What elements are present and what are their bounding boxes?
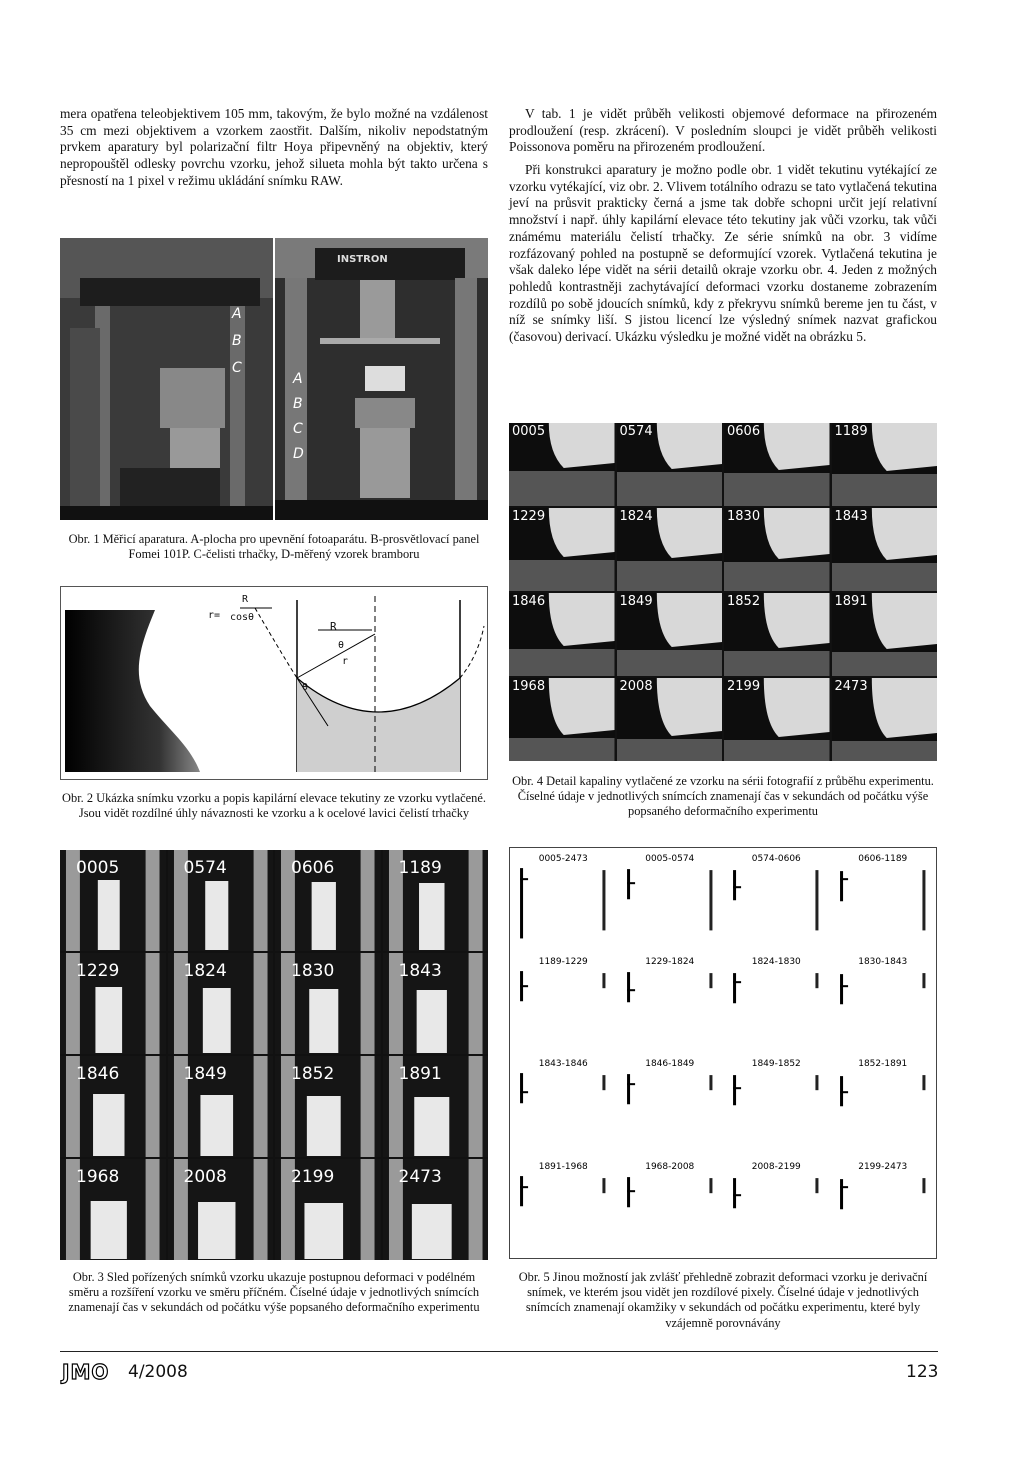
fig3-panel-label: 0005 [76,858,120,878]
fig5-panel-label: 1849-1852 [751,1059,801,1069]
figure-1-photo-right [275,238,488,520]
fig5-panel-label: 0606-1189 [858,854,908,864]
fig4-panel-label: 0005 [512,424,546,439]
figure-1-photo-left [60,238,273,520]
fig4-panel [832,423,938,506]
right-paragraph-2: Při konstrukci aparatury je možno podle obr. 1 vidět tekutinu vytékající ze vzorku vytékající, viz obr. 2. Vlivem totálního odrazu se tato vytlačená tekutina jeví na průsvit prakticky černá a jsme tak dobře schopni určit její relativní množství i např. úhly kapilární elevace této tekutiny jak vůči vzorku, tak vůči známému materiálu čelistí trhačky. Ze série snímků na obr. 3 vidíme rozfázovaný pohled na postupně se deformující vzorek. Vytlačená tekutina je však daleko lépe vidět na sérii detailů okraje vzorku obr. 4. Jeden z možných pohledů kontrastněji zachytávající deformaci vzorku dostaneme zobrazením rozdílů po sobě jdoucích snímků, kdy z překryvu snímků bereme jen tu část, v níž se snímky liší. S jistou licencí lze výsledný snímek nazvat grafickou (časovou) derivací. Ukázku výsledku je možné vidět na obrázku 5. [509,162,937,345]
fig3-panel [383,953,489,1054]
fig3-panel [60,953,166,1054]
fig5-panel [617,1156,724,1259]
fig4-panel-label: 1891 [834,594,868,609]
page-number: 123 [906,1362,939,1382]
fig4-panel [509,593,615,676]
fig3-panel-label: 1968 [76,1167,120,1187]
fig5-panel [510,951,617,1054]
fig5-panel [830,848,937,951]
fig3-panel [383,850,489,951]
fig4-panel-label: 2473 [834,679,868,694]
fig5-panel-label: 1830-1843 [858,956,908,967]
fig1-label-a-left: A [232,306,242,322]
fig4-panel [617,423,723,506]
right-paragraph-1: V tab. 1 je vidět průběh velikosti objemové deformace na přirozeném prodloužení (resp. zkrácení). V posledním sloupci je vidět průběh velikosti Poissonova poměru na přirozeném prodloužení. [509,106,937,155]
fig3-panel [168,1056,274,1157]
fig5-panel [830,1053,937,1156]
figure-5-frame [509,847,937,1259]
left-column-text: mera opatřena teleobjektivem 105 mm, takovým, že bylo možné na vzdálenost 35 cm mezi objektivem a vzorkem zaostřit. Dalším, nikoliv nepodstatným prvkem aparatury byl polarizační filtr Hoya připevněný na objektiv, který nepropouštěl odlesky povrchu vzorku, jehož silueta mohla být takto určena s přesností na 1 pixel v režimu ukládání snímku RAW. [60,106,488,188]
fig3-panel-label: 2008 [183,1167,227,1187]
journal-logo: JMO [62,1360,110,1384]
fig5-panel [723,951,830,1054]
fig3-panel-label: 1852 [291,1064,335,1084]
figure-2-diagram [60,586,488,780]
fig4-panel-label: 1846 [512,594,546,609]
label-radius: R [330,620,337,633]
fig5-panel-label: 1189-1229 [538,956,588,967]
fig5-panel-label: 1846-1849 [645,1059,695,1069]
fig1-label-c-right: C [293,421,303,437]
fig5-panel-label: 0005-0574 [645,854,695,864]
fig3-panel-label: 1843 [398,961,442,981]
fig4-panel-label: 1830 [727,509,761,524]
fig5-panel [510,1053,617,1156]
fig4-panel [509,423,615,506]
fig3-panel [168,1159,274,1260]
fig5-panel [723,848,830,951]
fig3-panel [168,953,274,1054]
fig4-panel [724,508,830,591]
figure-4-caption: Obr. 4 Detail kapaliny vytlačené ze vzorku na sérii fotografií z průběhu experimentu. Číselné údaje v jednotlivých snímcích znamenají čas v sekundách od počátku výše popsaného deformačního experimentu [512,774,934,819]
fig4-panel-label: 1852 [727,594,761,609]
fig5-panel [723,1053,830,1156]
fig3-panel [383,1056,489,1157]
fig4-panel-label: 1849 [619,594,653,609]
fig4-panel [617,508,723,591]
fig3-panel-label: 0574 [183,858,227,878]
fig5-panel-label: 2008-2199 [751,1161,801,1172]
figure-3-caption: Obr. 3 Sled pořízených snímků vzorku ukazuje postupnou deformaci v podélném směru a rozšíření vzorku ve směru příčném. Číselné údaje v jednotlivých snímcích znamenají čas v sekundách od počátku výše popsaného deformačního experimentu [68,1270,480,1315]
fig4-panel [617,593,723,676]
fig3-panel [275,850,381,951]
figure-5-grid [510,848,936,1258]
fig4-panel-label: 1843 [834,509,868,524]
fig3-panel [60,850,166,951]
fig3-panel-label: 2473 [398,1167,442,1187]
fig3-panel [275,1159,381,1260]
formula-denominator: cosθ [230,612,255,623]
fig4-panel-label: 0574 [619,424,653,439]
fig3-panel-label: 1849 [183,1064,227,1084]
fig5-panel-label: 1824-1830 [751,956,801,967]
instron-brand: INSTRON [337,254,388,265]
fig4-panel [724,593,830,676]
fig4-panel [617,678,723,761]
fig1-label-c-left: C [232,360,242,376]
fig5-panel-label: 1852-1891 [858,1059,908,1069]
figure-2 [60,586,488,780]
fig5-panel-label: 1229-1824 [645,956,695,967]
fig3-panel [275,953,381,1054]
fig4-panel-label: 1229 [512,509,546,524]
fig3-panel-label: 2199 [291,1167,335,1187]
fig4-panel [509,508,615,591]
fig5-panel-label: 0005-2473 [538,854,588,864]
fig4-panel-label: 1189 [834,424,868,439]
formula-numerator: R [242,594,249,605]
fig5-panel-label: 1968-2008 [645,1161,695,1172]
label-r: r [342,656,349,667]
fig5-panel-label: 1843-1846 [538,1059,588,1069]
fig3-panel-label: 1189 [398,858,442,878]
label-theta-2: θ [302,682,309,693]
fig3-panel [60,1056,166,1157]
fig3-panel [275,1056,381,1157]
fig1-label-a-right: A [293,371,303,387]
fig4-panel [724,678,830,761]
fig1-label-d-right: D [293,446,304,462]
fig1-label-b-left: B [232,333,242,349]
figure-2-caption: Obr. 2 Ukázka snímku vzorku a popis kapilární elevace tekutiny ze vzorku vytlačené. Jsou vidět rozdílné úhly návaznosti ke vzorku a k ocelové lavici čelistí trhačky [62,791,486,821]
fig3-panel [60,1159,166,1260]
fig4-panel-label: 2199 [727,679,761,694]
figure-1-caption: Obr. 1 Měřicí aparatura. A-plocha pro upevnění fotoaparátu. B-prosvětlovací panel Fomei 101P. C-čelisti trhačky, D-měřený vzorek bramboru [68,532,480,562]
figure-3-grid [60,850,488,1260]
footer-rule [60,1351,938,1352]
fig5-panel [617,951,724,1054]
fig4-panel-label: 0606 [727,424,761,439]
fig3-panel-label: 1824 [183,961,227,981]
fig3-panel-label: 1830 [291,961,335,981]
formula-lhs: r= [208,610,221,621]
fig3-panel-label: 1846 [76,1064,120,1084]
fig3-panel [168,850,274,951]
fig4-panel [832,593,938,676]
label-theta: θ [338,640,345,651]
figure-1 [60,238,488,520]
fig3-panel-label: 0606 [291,858,335,878]
fig5-panel [723,1156,830,1259]
figure-4-grid [509,423,937,761]
fig5-panel [830,951,937,1054]
fig5-panel [510,1156,617,1259]
fig5-panel-label: 2199-2473 [858,1161,908,1172]
fig4-panel [832,508,938,591]
fig3-panel-label: 1891 [398,1064,442,1084]
fig4-panel [509,678,615,761]
fig4-panel-label: 2008 [619,679,653,694]
fig4-panel-label: 1824 [619,509,653,524]
fig5-panel [510,848,617,951]
fig3-panel-label: 1229 [76,961,120,981]
fig3-panel [383,1159,489,1260]
fig5-panel [830,1156,937,1259]
fig5-panel-label: 1891-1968 [538,1161,588,1172]
figure-5-caption: Obr. 5 Jinou možností jak zvlášť přehledně zobrazit deformaci vzorku je derivační snímek, ve kterém jsou vidět jen rozdílové pixely. Číselné údaje v jednotlivých snímcích znamenají okamžiky v sekundách od počátku experimentu, které byly vzájemně porovnávány [518,1270,928,1330]
fig4-panel [832,678,938,761]
fig1-label-b-right: B [293,396,303,412]
fig4-panel [724,423,830,506]
fig5-panel [617,1053,724,1156]
fig5-panel-label: 0574-0606 [751,854,801,864]
issue-number: 4/2008 [128,1362,188,1382]
fig5-panel [617,848,724,951]
fig4-panel-label: 1968 [512,679,546,694]
